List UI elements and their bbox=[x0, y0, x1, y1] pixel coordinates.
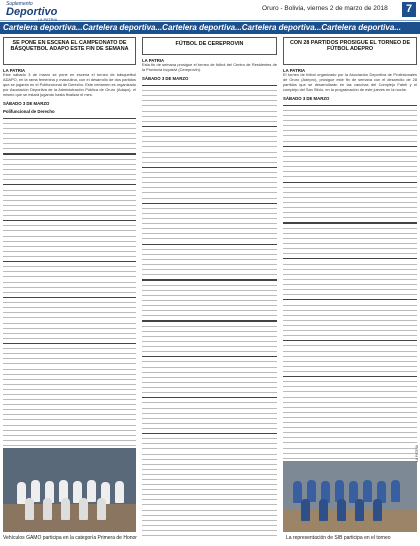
fixture-table bbox=[283, 105, 417, 464]
logo-top: Suplemento bbox=[6, 1, 33, 7]
photo-caption-right: La representación de SIB participa en el torneo bbox=[286, 535, 391, 541]
article-title: SE PONE EN ESCENA EL CAMPEONATO DE BÁSQUETBOL ADAPO ESTE FIN DE SEMANA bbox=[3, 37, 136, 65]
article-source: LA PATRIA bbox=[142, 58, 165, 63]
photo-credit: LA PATRIA bbox=[415, 445, 419, 463]
issue-date: Oruro - Bolivia, viernes 2 de marzo de 2018 bbox=[262, 5, 388, 12]
article-source: LA PATRIA bbox=[283, 68, 306, 73]
logo-main: Deportivo bbox=[6, 6, 58, 18]
article-source: LA PATRIA bbox=[3, 68, 26, 73]
article-title: FÚTBOL DE CEREPROVIN bbox=[142, 37, 277, 55]
photo-caption-left: Vehículos GAMO participa en la categoría Primera de Honor bbox=[3, 535, 137, 541]
fixture-table bbox=[3, 118, 136, 462]
article-intro: El torneo de fútbol organizado por la Asociación Deportiva de Profesionales de Oruro (Adepro), prosigue este fin de semana con el desarrollo de 28 partidos que se desarrollarán en las canchas del Complejo Fabril y el complejo del San Silvio, en la programación de este jueves en la noche. bbox=[283, 72, 417, 92]
team-photo-gamo bbox=[3, 448, 136, 532]
logo-sub: LA PATRIA bbox=[37, 17, 58, 22]
section-banner: Cartelera deportiva...Cartelera deportiva...Cartelera deportiva...Cartelera deportiva...Cartelera deportiva... bbox=[0, 22, 420, 34]
team-photo-sib bbox=[283, 461, 417, 532]
fixture-table bbox=[142, 85, 277, 536]
page-number: 7 bbox=[402, 2, 416, 17]
article-intro: Este sábado 3 de marzo se pone en escena el torneo de básquetbol ADAPO, en la rama femenina y masculina, con el desarrollo de dos partidos que se jugarán en el Polifuncional de Derecho. Este certamen es organizado por Asociación Deportiva de la Administración Pública de Oruro (Adapo), el mismo que se estará jugando hasta finalizar el mes. bbox=[3, 72, 136, 97]
article-futbol-cereprovin bbox=[142, 37, 277, 540]
supplement-logo bbox=[6, 1, 57, 22]
article-basquetbol-adapo bbox=[3, 37, 136, 465]
article-intro: Esta fin de semana prosigue el torneo de fútbol del Centro de Residentes de la Provincia Inquisivi (Cereprovin). bbox=[142, 62, 277, 72]
article-futbol-adepro bbox=[283, 37, 417, 468]
schedule-heading: SÁBADO 3 DE MARZO bbox=[3, 100, 50, 106]
schedule-heading: SÁBADO 3 DE MARZO bbox=[283, 95, 330, 101]
article-title: CON 28 PARTIDOS PROSIGUE EL TORNEO DE FÚTBOL ADEPRO bbox=[283, 37, 417, 65]
schedule-venue: Polifuncional de Derecho bbox=[3, 108, 55, 114]
schedule-heading: SÁBADO 3 DE MARZO bbox=[142, 75, 189, 81]
page-header bbox=[0, 0, 420, 21]
